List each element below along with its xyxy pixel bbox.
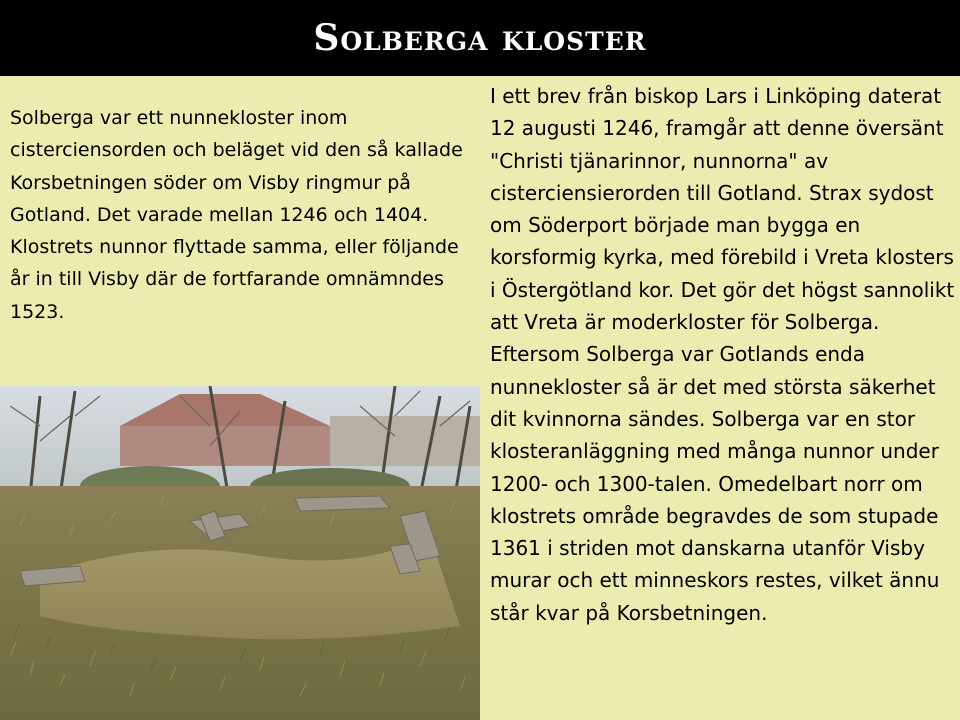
ruins-photo-illustration <box>0 386 480 720</box>
right-paragraph: I ett brev från biskop Lars i Linköping daterat 12 augusti 1246, framgår att denne översänt "Christi tjänarinnor, nunnorna" av cisterciensierorden till Gotland. Strax sydost om Söderport började man bygga en korsformig kyrka, med förebild i Vreta klosters i Östergötland kor. Det gör det högst sannolikt att Vreta är moderkloster för Solberga. Eftersom Solberga var Gotlands enda nunnekloster så är det med största säkerhet dit kvinnorna sändes. Solberga var en stor klosteranläggning med många nunnor under 1200- och 1300-talen. Omedelbart norr om klostrets område begravdes de som stupade 1361 i striden mot danskarna utanför Visby murar och ett minneskors restes, vilket ännu står kvar på Korsbetningen. <box>490 84 955 625</box>
left-paragraph: Solberga var ett nunnekloster inom cisterciensorden och beläget vid den så kallade Korsbetningen söder om Visby ringmur på Gotland. Det varade mellan 1246 och 1404. Klostrets nunnor flyttade samma, eller följande år in till Visby där de fortfarande omnämndes 1523. <box>10 107 463 323</box>
ruins-photo <box>0 386 480 720</box>
left-text-box <box>0 76 480 386</box>
slide-title: Solberga kloster <box>313 17 647 59</box>
title-bar <box>0 0 960 76</box>
right-text-box <box>480 76 960 720</box>
